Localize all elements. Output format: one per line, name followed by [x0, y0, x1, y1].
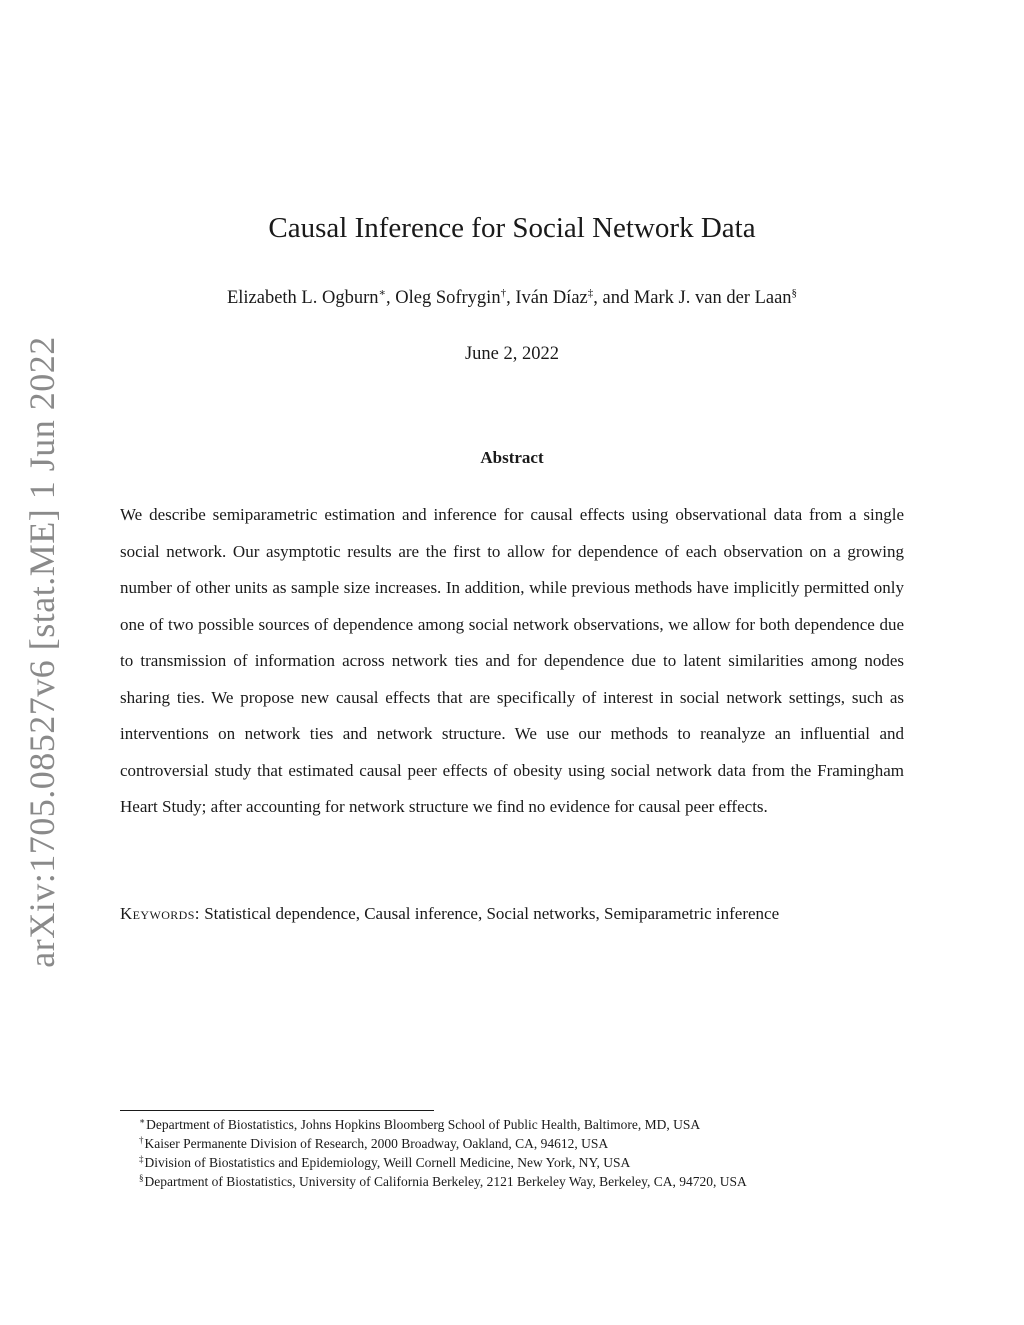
author-name: Mark J. van der Laan [633, 288, 792, 308]
author-affiliation-mark: † [500, 287, 507, 299]
keywords-list: Statistical dependence, Causal inference, Social networks, Semiparametric inference [204, 904, 780, 923]
footnote-mark: ‡ [139, 1154, 144, 1164]
footnote-divider [120, 1110, 434, 1111]
footnote-text: Kaiser Permanente Division of Research, 2000 Broadway, Oakland, CA, 94612, USA [144, 1136, 609, 1151]
footnote-mark: † [139, 1135, 144, 1145]
keywords-line [120, 904, 910, 924]
author-affiliation-mark: § [791, 287, 798, 299]
footnote-text: Department of Biostatistics, University of California Berkeley, 2121 Berkeley Way, Berkeley, CA, 94720, USA [144, 1174, 747, 1189]
author-affiliation-mark: ∗ [378, 287, 386, 299]
author-name: Oleg Sofrygin [395, 288, 501, 308]
abstract-heading: Abstract [480, 448, 544, 467]
footnotes [139, 1115, 919, 1191]
author-name: Elizabeth L. Ogburn [226, 288, 379, 308]
footnote [139, 1153, 919, 1172]
author-list [0, 288, 1024, 309]
author-separator: , [506, 288, 516, 308]
footnote-text: Division of Biostatistics and Epidemiology, Weill Cornell Medicine, New York, NY, USA [144, 1155, 631, 1170]
keywords-label: Keywords: [120, 904, 200, 923]
footnote-mark: § [139, 1173, 144, 1183]
author-separator: , [385, 288, 396, 308]
author-name: Iván Díaz [515, 288, 588, 308]
publication-date: June 2, 2022 [464, 344, 560, 364]
footnote-text: Department of Biostatistics, Johns Hopkins Bloomberg School of Public Health, Baltimore, MD, USA [146, 1117, 701, 1132]
footnote [139, 1115, 919, 1134]
author-separator: , and [593, 288, 634, 308]
footnote [139, 1134, 919, 1153]
abstract-text: We describe semiparametric estimation and inference for causal effects using observational data from a single social network. Our asymptotic results are the first to allow for dependence of each observation on a growing number of other units as sample size increases. In addition, while previous methods have implicitly permitted only one of two possible sources of dependence among social network observations, we allow for both dependence due to transmission of information across network ties and for dependence due to latent similarities among nodes sharing ties. We propose new causal effects that are specifically of interest in social network settings, such as interventions on network ties and network structure. We use our methods to reanalyze an influential and controversial study that estimated causal peer effects of obesity using social network data from the Framingham Heart Study; after accounting for network structure we find no evidence for causal peer effects. [120, 505, 904, 816]
author-affiliation-mark: ‡ [587, 287, 594, 299]
footnote-mark: ∗ [139, 1116, 146, 1126]
arxiv-identifier-stamp: arXiv:1705.08527v6 [stat.ME] 1 Jun 2022 [22, 336, 62, 968]
footnote [139, 1172, 919, 1191]
paper-title: Causal Inference for Social Network Data [268, 212, 756, 244]
